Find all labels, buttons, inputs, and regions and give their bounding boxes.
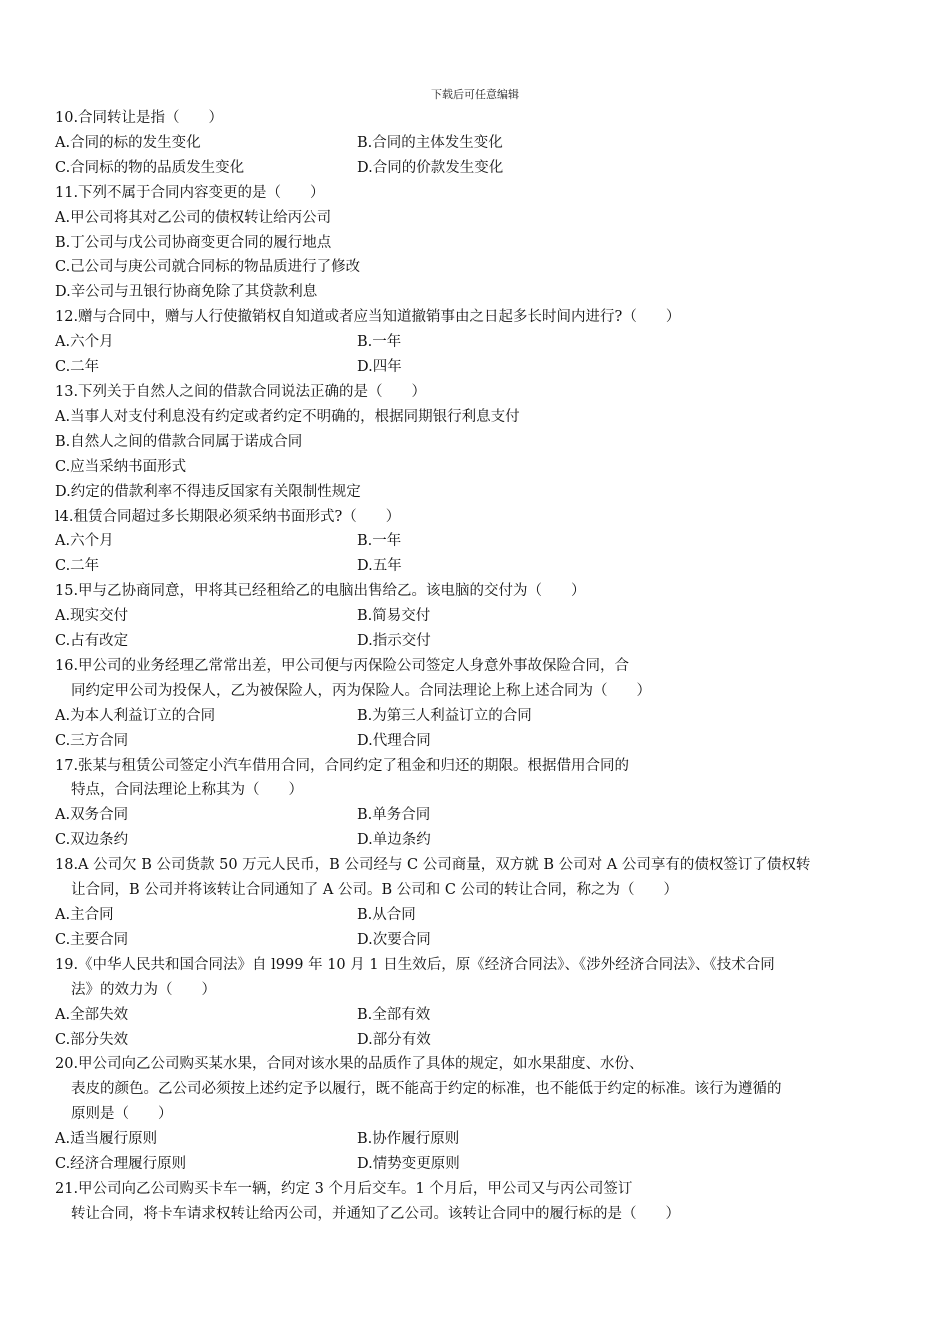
answer-option: B.一年 (357, 533, 402, 550)
answer-option: C.三方合同 (55, 732, 129, 749)
answer-option: D.单边条约 (357, 832, 431, 849)
answer-option: C.己公司与庚公司就合同标的物品质进行了修改 (55, 259, 361, 276)
answer-option: B.合同的主体发生变化 (357, 134, 503, 151)
answer-option: B.简易交付 (357, 608, 431, 625)
option-row (55, 131, 905, 156)
question-item (55, 1177, 905, 1227)
question-stem: 11.下列不属于合同内容变更的是（ ） (55, 184, 325, 201)
answer-option: D.四年 (357, 359, 402, 376)
answer-option: A.现实交付 (55, 608, 129, 625)
question-item (55, 106, 905, 181)
answer-option: D.辛公司与丑银行协商免除了其贷款利息 (55, 284, 318, 301)
question-stem: 13.下列关于自然人之间的借款合同说法正确的是（ ） (55, 383, 427, 400)
answer-option: D.次要合同 (357, 931, 431, 948)
question-stem: 18.A 公司欠 B 公司货款 50 万元人民币，B 公司经与 C 公司商量，双方就 B 公司对 A 公司享有的债权签订了债权转 (55, 857, 811, 874)
option-row (55, 330, 905, 355)
answer-option: D.指示交付 (357, 633, 431, 650)
question-item (55, 1052, 905, 1177)
question-item (55, 579, 905, 654)
option-row (55, 729, 905, 754)
option-row (55, 1152, 905, 1177)
option-row (55, 803, 905, 828)
question-item (55, 305, 905, 380)
answer-option: C.部分失效 (55, 1031, 129, 1048)
answer-option: A.双务合同 (55, 807, 129, 824)
question-list (55, 106, 905, 1227)
question-stem: 15.甲与乙协商同意，甲将其已经租给乙的电脑出售给乙。该电脑的交付为（ ） (55, 583, 586, 600)
question-item (55, 853, 905, 953)
answer-option: C.二年 (55, 359, 100, 376)
question-stem-continuation: 法》的效力为（ ） (71, 981, 216, 998)
question-stem-continuation: 表皮的颜色。乙公司必须按上述约定予以履行，既不能高于约定的标准，也不能低于约定的标准。该行为遵循的 (71, 1081, 782, 1098)
answer-option: A.六个月 (55, 533, 114, 550)
question-stem: l4.租赁合同超过多长期限必须采纳书面形式?（ ） (55, 508, 401, 525)
answer-option: B.为第三人利益订立的合同 (357, 707, 532, 724)
option-row (55, 604, 905, 629)
answer-option: A.全部失效 (55, 1006, 129, 1023)
answer-option: A.当事人对支付利息没有约定或者约定不明确的，根据同期银行利息支付 (55, 408, 520, 425)
option-row (55, 704, 905, 729)
option-row (55, 629, 905, 654)
question-stem: 21.甲公司向乙公司购买卡车一辆，约定 3 个月后交车。1 个月后，甲公司又与丙公司签订 (55, 1180, 633, 1197)
answer-option: D.代理合同 (357, 732, 431, 749)
question-item (55, 181, 905, 306)
page-header: 下载后可任意编辑 (431, 88, 519, 101)
answer-option: B.协作履行原则 (357, 1131, 460, 1148)
question-stem: 17.张某与租赁公司签定小汽车借用合同，合同约定了租金和归还的期限。根据借用合同的 (55, 757, 630, 774)
option-row (55, 1127, 905, 1152)
option-row (55, 355, 905, 380)
option-row (55, 828, 905, 853)
question-stem-continuation: 特点，合同法理论上称其为（ ） (71, 782, 303, 799)
question-stem: 12.赠与合同中，赠与人行使撤销权自知道或者应当知道撤销事由之日起多长时间内进行?（ ） (55, 309, 681, 326)
question-stem-continuation: 让合同，B 公司并将该转让合同通知了 A 公司。B 公司和 C 公司的转让合同，称之为（ ） (71, 882, 679, 899)
answer-option: C.占有改定 (55, 633, 129, 650)
answer-option: B.一年 (357, 334, 402, 351)
option-row (55, 529, 905, 554)
answer-option: B.单务合同 (357, 807, 431, 824)
question-stem-continuation: 转让合同，将卡车请求权转让给丙公司，并通知了乙公司。该转让合同中的履行标的是（ ） (71, 1205, 680, 1222)
answer-option: C.双边条约 (55, 832, 129, 849)
answer-option: C.主要合同 (55, 931, 129, 948)
question-stem: 20.甲公司向乙公司购买某水果，合同对该水果的品质作了具体的规定，如水果甜度、水份、 (55, 1056, 644, 1073)
question-item (55, 953, 905, 1053)
question-stem: 10.合同转让是指（ ） (55, 110, 224, 126)
answer-option: A.为本人利益订立的合同 (55, 707, 216, 724)
option-row (55, 928, 905, 953)
option-row (55, 554, 905, 579)
answer-option: C.合同标的物的品质发生变化 (55, 159, 245, 176)
answer-option: D.部分有效 (357, 1031, 431, 1048)
question-item (55, 754, 905, 854)
answer-option: B.丁公司与戊公司协商变更合同的履行地点 (55, 234, 332, 251)
answer-option: D.合同的价款发生变化 (357, 159, 504, 176)
answer-option: A.主合同 (55, 907, 114, 923)
answer-option: C.二年 (55, 558, 100, 575)
option-row (55, 1003, 905, 1028)
answer-option: B.自然人之间的借款合同属于诺成合同 (55, 433, 303, 450)
answer-option: C.应当采纳书面形式 (55, 458, 187, 475)
answer-option: D.五年 (357, 558, 402, 575)
question-stem-continuation: 原则是（ ） (71, 1106, 173, 1123)
answer-option: D.约定的借款利率不得违反国家有关限制性规定 (55, 483, 361, 500)
question-item (55, 380, 905, 505)
answer-option: B.从合同 (357, 907, 416, 923)
answer-option: B.全部有效 (357, 1006, 431, 1023)
question-stem: 19.《中华人民共和国合同法》自 l999 年 10 月 1 日生效后，原《经济合同法》、《涉外经济合同法》、《技术合同 (55, 956, 775, 973)
answer-option: C.经济合理履行原则 (55, 1156, 187, 1173)
question-stem: 16.甲公司的业务经理乙常常出差，甲公司便与丙保险公司签定人身意外事故保险合同，合 (55, 657, 630, 674)
question-item (55, 654, 905, 754)
answer-option: D.情势变更原则 (357, 1156, 460, 1173)
question-item (55, 505, 905, 580)
answer-option: A.合同的标的发生变化 (55, 134, 201, 151)
answer-option: A.适当履行原则 (55, 1131, 158, 1148)
question-stem-continuation: 同约定甲公司为投保人，乙为被保险人，丙为保险人。合同法理论上称上述合同为（ ） (71, 682, 651, 699)
option-row (55, 903, 905, 928)
answer-option: A.六个月 (55, 334, 114, 351)
answer-option: A.甲公司将其对乙公司的债权转让给丙公司 (55, 209, 332, 226)
option-row (55, 1028, 905, 1053)
option-row (55, 156, 905, 181)
